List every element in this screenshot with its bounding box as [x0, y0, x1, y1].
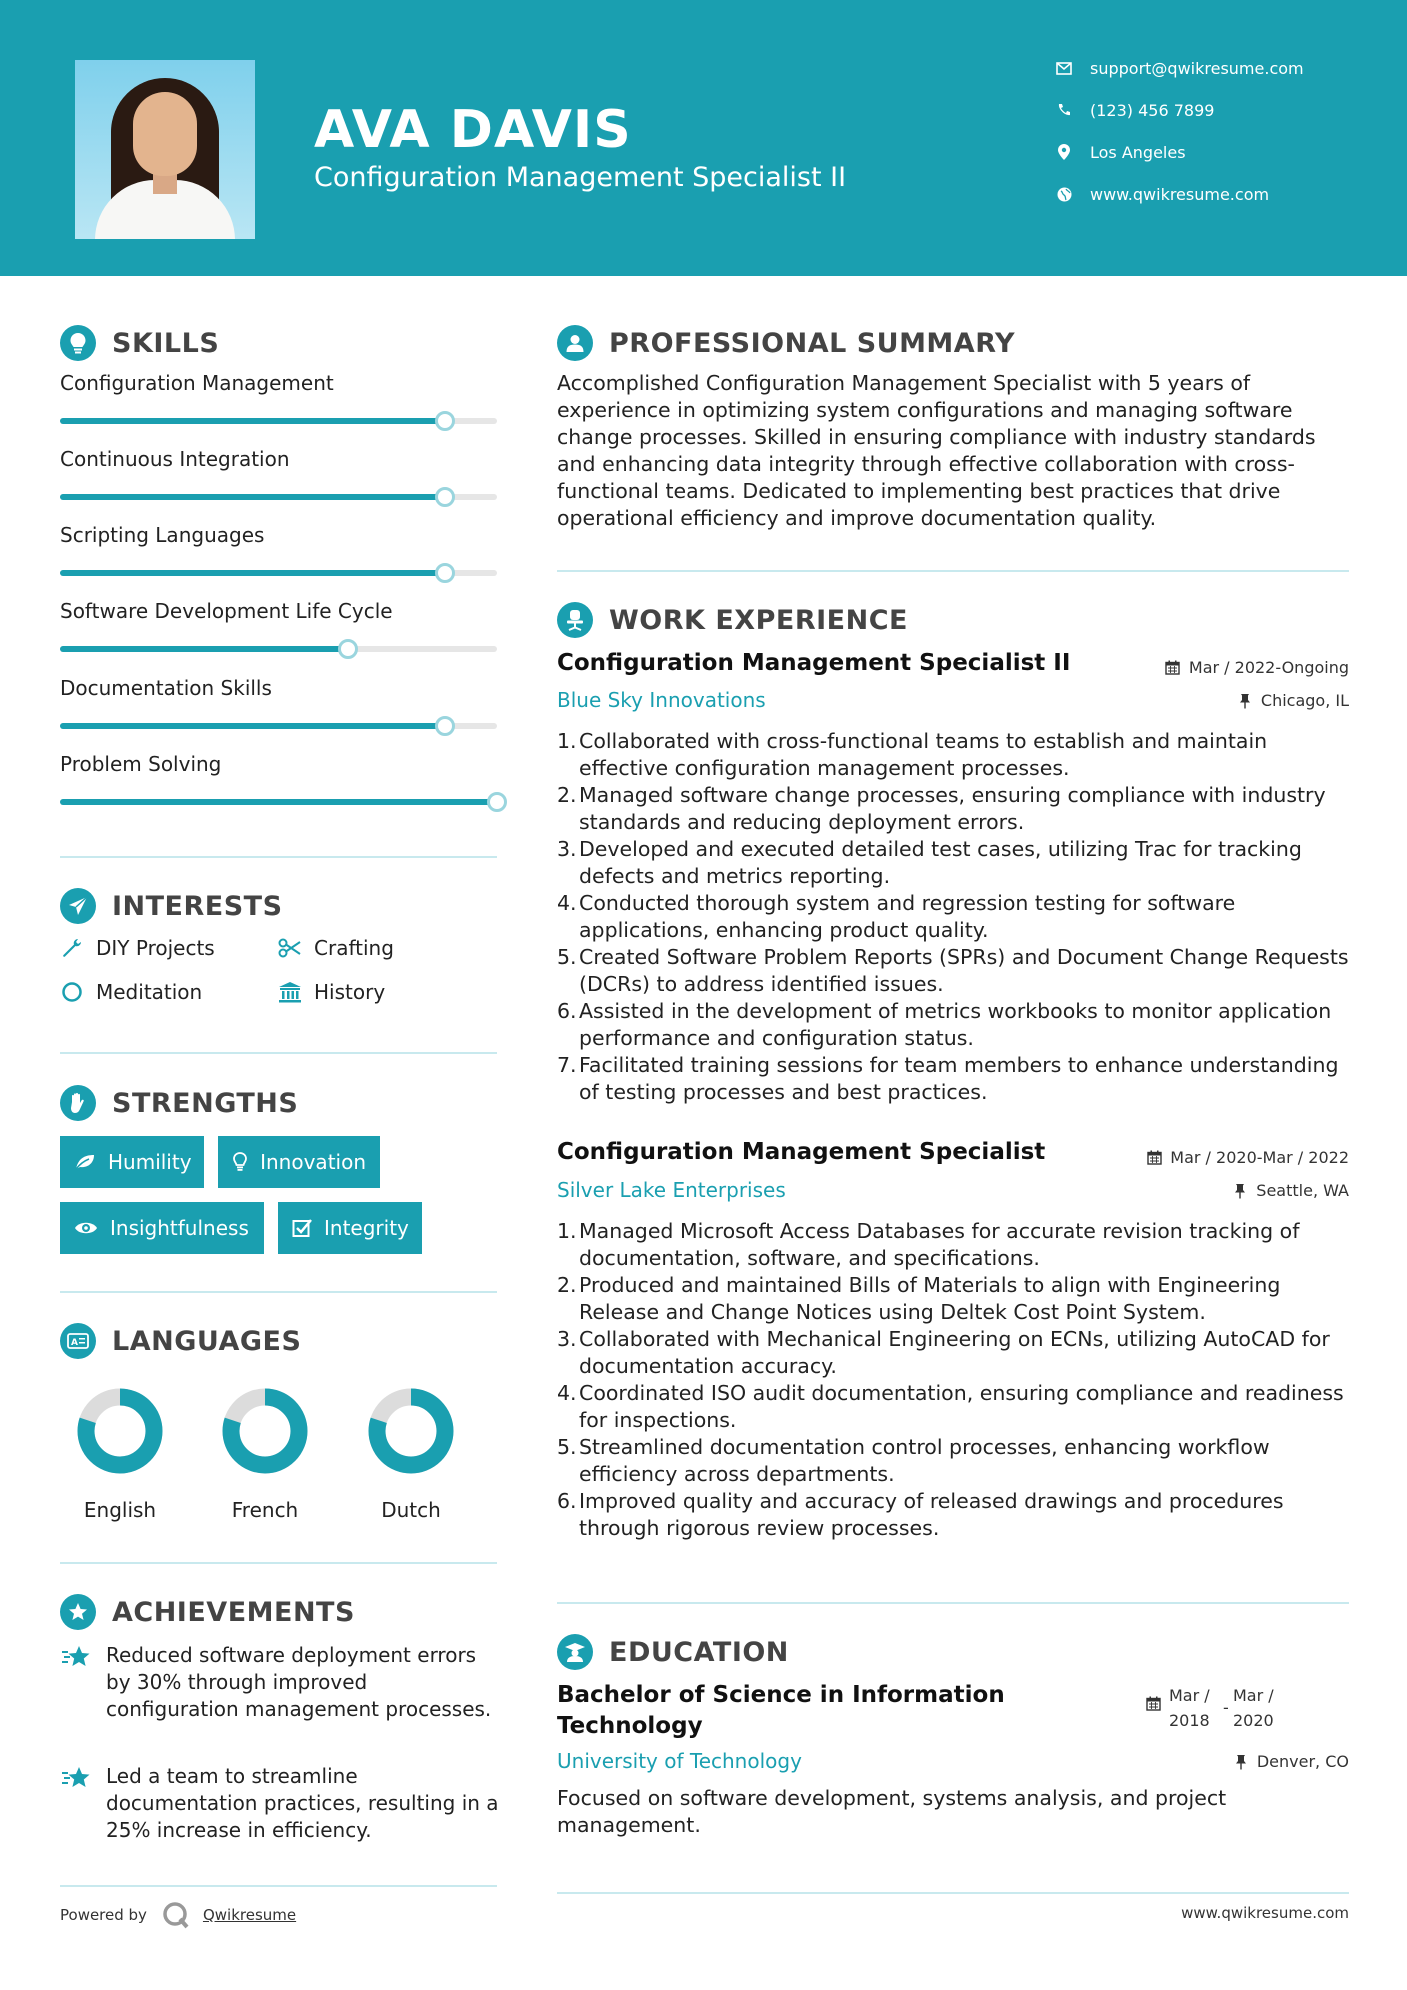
- job-location: [1232, 1181, 1349, 1200]
- user-icon: [557, 325, 593, 361]
- contact-phone-text[interactable]: (123) 456 7899: [1090, 100, 1215, 120]
- phone-icon: [1054, 100, 1074, 120]
- language-label: French: [231, 1498, 299, 1522]
- bullet-text: Created Software Problem Reports (SPRs) and Document Change Requests (DCRs) to address identified issues.: [579, 945, 1349, 996]
- skill-bar-fill: [60, 570, 445, 576]
- achievements-title: ACHIEVEMENTS: [112, 1596, 355, 1628]
- language-donut: [75, 1386, 165, 1476]
- scissors-icon: [278, 936, 302, 960]
- candidate-role: Configuration Management Specialist II: [314, 162, 847, 193]
- wrench-icon: [60, 936, 84, 960]
- job-bullet: [557, 1218, 1357, 1272]
- interest-label: History: [314, 980, 386, 1004]
- education-title: EDUCATION: [609, 1636, 789, 1668]
- bullet-number: 1.: [557, 729, 577, 753]
- achievement-item: [60, 1763, 500, 1844]
- star-icon: [60, 1763, 92, 1795]
- interests-heading: [60, 888, 283, 924]
- education-heading: [557, 1634, 789, 1670]
- pushpin-icon: [1237, 693, 1253, 709]
- work-experience-title: WORK EXPERIENCE: [609, 604, 908, 636]
- language-donut: [366, 1386, 456, 1476]
- interest-label: Meditation: [96, 980, 203, 1004]
- company-name: Silver Lake Enterprises: [557, 1178, 786, 1202]
- strength-label: Humility: [108, 1150, 192, 1174]
- star-icon: [60, 1642, 92, 1674]
- divider: [557, 1892, 1349, 1894]
- job-bullet: [557, 1488, 1357, 1542]
- lightbulb-icon: [60, 325, 96, 361]
- job-bullet: [557, 890, 1357, 944]
- bullet-text: Improved quality and accuracy of released drawings and procedures through rigorous review processes.: [579, 1489, 1284, 1540]
- skill-label: Documentation Skills: [60, 676, 272, 700]
- job-title: Configuration Management Specialist II: [557, 650, 1071, 676]
- language-icon: [60, 1323, 96, 1359]
- skill-label: Software Development Life Cycle: [60, 599, 393, 623]
- skill-bar-fill: [60, 418, 445, 424]
- skill-bar-fill: [60, 799, 497, 805]
- skill-bar-knob: [487, 792, 507, 812]
- pushpin-icon: [1233, 1754, 1249, 1770]
- skill-bar-knob: [435, 487, 455, 507]
- skill-bar: [60, 570, 497, 576]
- lightbulb-icon: [232, 1150, 248, 1174]
- eye-icon: [74, 1216, 98, 1240]
- job-bullet: [557, 1272, 1357, 1326]
- bullet-number: 3.: [557, 837, 577, 861]
- job-bullet: [557, 944, 1357, 998]
- interest-item: [278, 936, 394, 960]
- skills-heading: [60, 325, 219, 361]
- bullet-number: 2.: [557, 783, 577, 807]
- profile-photo: [75, 60, 255, 239]
- summary-title: PROFESSIONAL SUMMARY: [609, 327, 1016, 359]
- job-bullet: [557, 782, 1357, 836]
- divider: [60, 1291, 497, 1293]
- skill-label: Configuration Management: [60, 371, 334, 395]
- bullet-number: 5.: [557, 1435, 577, 1459]
- hand-icon: [60, 1085, 96, 1121]
- skill-label: Continuous Integration: [60, 447, 290, 471]
- achievement-text: Led a team to streamline documentation practices, resulting in a 25% increase in efficiency.: [106, 1764, 499, 1842]
- bullet-number: 2.: [557, 1273, 577, 1297]
- language-donut: [220, 1386, 310, 1476]
- achievements-heading: [60, 1594, 355, 1630]
- calendar-icon: [1146, 1150, 1162, 1166]
- qwikresume-logo-icon: [161, 1900, 191, 1930]
- job-bullet: [557, 836, 1357, 890]
- skill-bar-knob: [435, 563, 455, 583]
- skill-bar: [60, 418, 497, 424]
- bullet-text: Streamlined documentation control processes, enhancing workflow efficiency across departments.: [579, 1435, 1270, 1486]
- job-bullet: [557, 728, 1357, 782]
- summary-text: Accomplished Configuration Management Specialist with 5 years of experience in optimizing system configurations and managing software change processes. Skilled in ensuring compliance with industry standards and enhancing data integrity through effective collaboration with cross-functional teams. Dedicated to implementing best practices that drive operational efficiency and improve documentation quality.: [557, 371, 1316, 530]
- job-bullet: [557, 998, 1357, 1052]
- chair-icon: [557, 602, 593, 638]
- education-dates: [1146, 1683, 1293, 1733]
- strength-tag: [278, 1202, 422, 1254]
- check-square-icon: [292, 1216, 312, 1240]
- bullet-number: 4.: [557, 891, 577, 915]
- skill-bar-fill: [60, 494, 445, 500]
- skill-bar-fill: [60, 723, 445, 729]
- bullet-text: Developed and executed detailed test cases, utilizing Trac for tracking defects and metrics reporting.: [579, 837, 1302, 888]
- languages-heading: [60, 1323, 301, 1359]
- bullet-text: Managed software change processes, ensuring compliance with industry standards and reducing deployment errors.: [579, 783, 1326, 834]
- bullet-number: 3.: [557, 1327, 577, 1351]
- skill-bar-knob: [338, 639, 358, 659]
- bullet-text: Collaborated with Mechanical Engineering on ECNs, utilizing AutoCAD for documentation accuracy.: [579, 1327, 1330, 1378]
- strengths-heading: [60, 1085, 298, 1121]
- skill-bar-fill: [60, 646, 348, 652]
- languages-title: LANGUAGES: [112, 1325, 302, 1357]
- graduate-icon: [557, 1634, 593, 1670]
- strength-tag: [60, 1136, 204, 1188]
- education-end-month: Mar /: [1233, 1686, 1274, 1705]
- circle-icon: [60, 980, 84, 1004]
- bullet-text: Conducted thorough system and regression testing for software applications, enhancing product quality.: [579, 891, 1236, 942]
- contact-phone[interactable]: [1054, 100, 1214, 120]
- calendar-icon: [1146, 1693, 1161, 1733]
- skill-bar: [60, 494, 497, 500]
- resume-header: [0, 0, 1407, 276]
- job-bullet: [557, 1052, 1357, 1106]
- education-location-text: Denver, CO: [1256, 1752, 1349, 1771]
- achievement-text: Reduced software deployment errors by 30% through improved configuration management processes.: [106, 1643, 492, 1721]
- bullet-number: 5.: [557, 945, 577, 969]
- bullet-number: 1.: [557, 1219, 577, 1243]
- divider: [60, 1885, 497, 1887]
- skill-bar-knob: [435, 411, 455, 431]
- achievement-item: [60, 1642, 500, 1723]
- skill-bar: [60, 723, 497, 729]
- footer-url[interactable]: www.qwikresume.com: [1181, 1904, 1349, 1922]
- strength-tag: [60, 1202, 264, 1254]
- skill-bar: [60, 799, 497, 805]
- interest-item: [60, 936, 215, 960]
- bank-icon: [278, 980, 302, 1004]
- contact-website[interactable]: [1054, 184, 1269, 204]
- contact-location: [1054, 142, 1186, 162]
- bullet-number: 6.: [557, 999, 577, 1023]
- degree-title: Bachelor of Science in Information Technology: [557, 1682, 1005, 1739]
- education-description: Focused on software development, systems analysis, and project management.: [557, 1786, 1227, 1837]
- svg-text:A: A: [71, 1338, 78, 1348]
- job-dates: [1146, 1148, 1349, 1167]
- company-name: Blue Sky Innovations: [557, 688, 766, 712]
- divider: [60, 856, 497, 858]
- bullet-text: Facilitated training sessions for team members to enhance understanding of testing processes and best practices.: [579, 1053, 1339, 1104]
- interest-label: DIY Projects: [96, 936, 215, 960]
- education-location: [1233, 1752, 1349, 1771]
- strength-tag: [218, 1136, 380, 1188]
- bullet-text: Assisted in the development of metrics workbooks to monitor application performance and configuration status.: [579, 999, 1332, 1050]
- skill-label: Scripting Languages: [60, 523, 265, 547]
- interest-label: Crafting: [314, 936, 394, 960]
- footer-powered-by: [60, 1900, 296, 1930]
- envelope-icon: [1054, 58, 1074, 78]
- job-bullet: [557, 1380, 1357, 1434]
- job-location-text: Chicago, IL: [1260, 691, 1349, 710]
- star-badge-icon: [60, 1594, 96, 1630]
- paper-plane-icon: [60, 888, 96, 924]
- work-experience-heading: [557, 602, 908, 638]
- strength-label: Insightfulness: [110, 1216, 249, 1240]
- job-title: Configuration Management Specialist: [557, 1139, 1046, 1165]
- contact-website-text[interactable]: www.qwikresume.com: [1090, 184, 1270, 204]
- summary-heading: [557, 325, 1015, 361]
- contact-email[interactable]: [1054, 58, 1304, 78]
- education-start-month: Mar /: [1169, 1686, 1210, 1705]
- bullet-text: Collaborated with cross-functional teams to establish and maintain effective configuration management processes.: [579, 729, 1268, 780]
- bullet-number: 7.: [557, 1053, 577, 1077]
- language-item: [351, 1386, 471, 1522]
- bullet-text: Produced and maintained Bills of Materials to align with Engineering Release and Change Notices using Deltek Cost Point System.: [579, 1273, 1281, 1324]
- map-pin-icon: [1054, 142, 1074, 162]
- language-label: English: [83, 1498, 157, 1522]
- bullet-number: 4.: [557, 1381, 577, 1405]
- divider: [557, 570, 1349, 572]
- interests-title: INTERESTS: [112, 890, 283, 922]
- bullet-text: Managed Microsoft Access Databases for accurate revision tracking of documentation, software, and specifications.: [579, 1219, 1300, 1270]
- job-dates-text: Mar / 2020-Mar / 2022: [1170, 1148, 1349, 1167]
- interest-item: [278, 980, 385, 1004]
- divider: [60, 1052, 497, 1054]
- education-start-year: 2018: [1169, 1711, 1210, 1730]
- divider: [557, 1602, 1349, 1604]
- education-date-separator: -: [1223, 1698, 1229, 1717]
- powered-by-text: Powered by: [60, 1906, 147, 1924]
- job-bullet: [557, 1434, 1357, 1488]
- strength-label: Innovation: [260, 1150, 366, 1174]
- leaf-icon: [74, 1150, 96, 1174]
- divider: [60, 1562, 497, 1564]
- bullet-number: 6.: [557, 1489, 577, 1513]
- language-label: Dutch: [381, 1498, 441, 1522]
- globe-icon: [1054, 184, 1074, 204]
- calendar-icon: [1165, 660, 1181, 676]
- language-item: [60, 1386, 180, 1522]
- contact-location-text: Los Angeles: [1090, 142, 1186, 162]
- skills-title: SKILLS: [112, 327, 220, 359]
- school-name: University of Technology: [557, 1749, 802, 1773]
- job-location: [1237, 691, 1349, 710]
- skill-bar-knob: [435, 716, 455, 736]
- skill-label: Problem Solving: [60, 752, 222, 776]
- job-bullet-list: [557, 1218, 1357, 1542]
- job-bullet-list: [557, 728, 1357, 1106]
- interest-item: [60, 980, 202, 1004]
- pushpin-icon: [1232, 1183, 1248, 1199]
- job-dates: [1165, 658, 1349, 677]
- contact-email-text[interactable]: support@qwikresume.com: [1090, 58, 1304, 78]
- skill-bar: [60, 646, 497, 652]
- qwikresume-link[interactable]: Qwikresume: [202, 1906, 297, 1924]
- job-location-text: Seattle, WA: [1256, 1181, 1349, 1200]
- language-item: [205, 1386, 325, 1522]
- strength-label: Integrity: [324, 1216, 409, 1240]
- education-end-year: 2020: [1233, 1711, 1274, 1730]
- job-bullet: [557, 1326, 1357, 1380]
- candidate-name: AVA DAVIS: [314, 100, 632, 160]
- bullet-text: Coordinated ISO audit documentation, ensuring compliance and readiness for inspections.: [579, 1381, 1344, 1432]
- strengths-title: STRENGTHS: [112, 1087, 299, 1119]
- job-dates-text: Mar / 2022-Ongoing: [1188, 658, 1349, 677]
